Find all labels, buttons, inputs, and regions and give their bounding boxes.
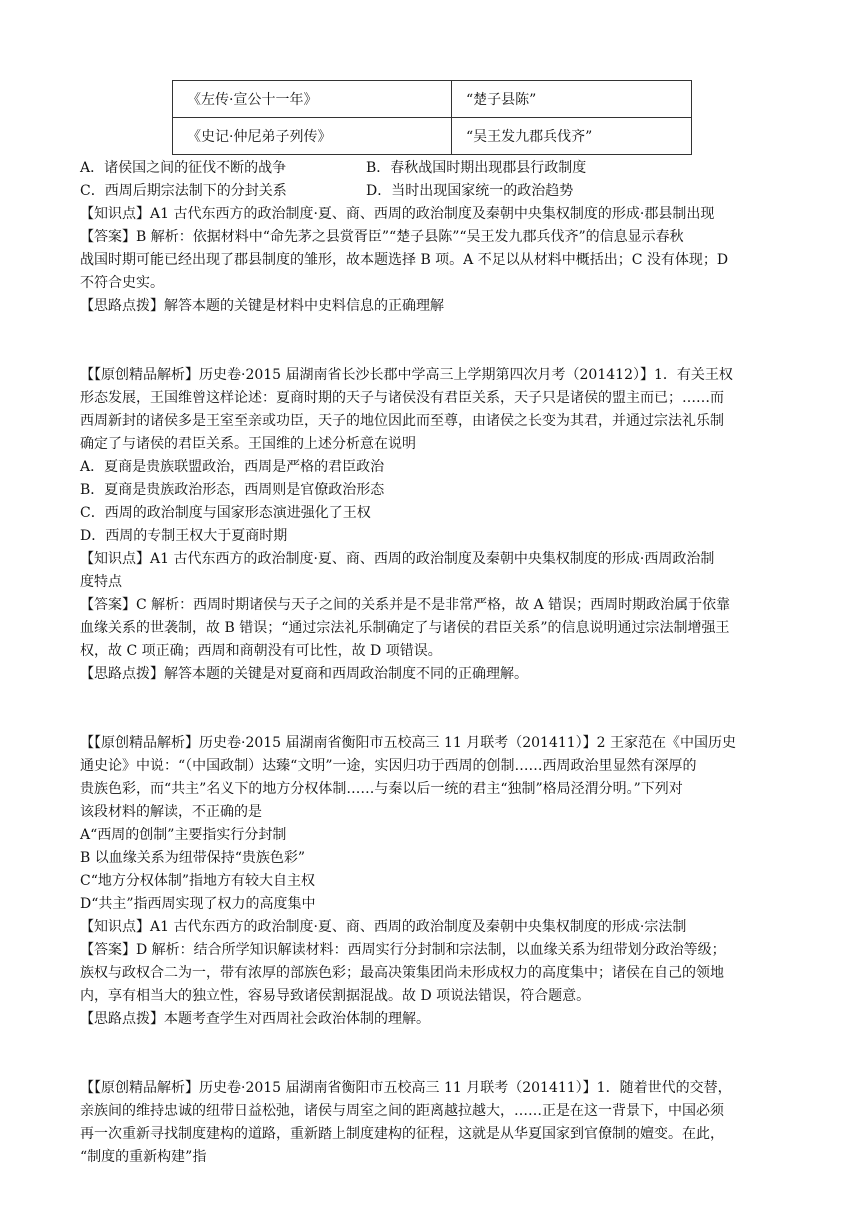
answer-line: 【答案】C 解析：西周时期诸侯与天子之间的关系并是不是非常严格，故 A 错误；西周时期政治属于依靠 bbox=[80, 597, 731, 613]
question-stem: 【【原创精品解析】历史卷·2015 届湖南省长沙长郡中学高三上学期第四次月考（201412）】1．有关王权 bbox=[80, 367, 733, 383]
table-cell: “吴王发九郡兵伐齐” bbox=[452, 118, 692, 155]
answer-line: 战国时期可能已经出现了郡县制度的雏形，故本题选择 B 项。A 不足以从材料中概括出；C 没有体现；D bbox=[80, 252, 729, 268]
table-cell: 《史记·仲尼弟子列传》 bbox=[173, 118, 452, 155]
question-stem: “制度的重新构建”指 bbox=[80, 1149, 207, 1165]
option-a: A．诸侯国之间的征伐不断的战争 bbox=[80, 160, 287, 176]
question-stem: 西周新封的诸侯多是王室至亲或功臣，天子的地位因此而至尊，由诸侯之长变为其君，并通过宗法礼乐制 bbox=[80, 413, 724, 429]
question-stem: 【【原创精品解析】历史卷·2015 届湖南省衡阳市五校高三 11 月联考（201411）】2 王家范在《中国历史 bbox=[80, 735, 737, 751]
answer-line: 【答案】B 解析：依据材料中“命先茅之县赏胥臣”“楚子县陈”“吴王发九郡兵伐齐”的信息显示春秋 bbox=[80, 229, 684, 245]
options-row bbox=[80, 157, 792, 180]
table-cell: “楚子县陈” bbox=[452, 81, 692, 118]
answer-line: 族权与政权合二为一，带有浓厚的部族色彩；最高决策集团尚未形成权力的高度集中；诸侯在自己的领地 bbox=[80, 965, 724, 981]
answer-line: 权，故 C 项正确；西周和商朝没有可比性，故 D 项错误。 bbox=[80, 643, 442, 659]
option-d: D．当时出现国家统一的政治趋势 bbox=[366, 183, 574, 199]
option-c: C．西周后期宗法制下的分封关系 bbox=[80, 183, 287, 199]
document-page bbox=[80, 80, 792, 1169]
question-stem: 形态发展，王国维曾这样论述：夏商时期的天子与诸侯没有君臣关系，天子只是诸侯的盟主而已；……而 bbox=[80, 390, 724, 406]
option-c: C“地方分权体制”指地方有较大自主权 bbox=[80, 873, 316, 889]
thinking-tip: 【思路点拨】本题考查学生对西周社会政治体制的理解。 bbox=[80, 1011, 430, 1027]
knowledge-point: 【知识点】A1 古代东西方的政治制度·夏、商、西周的政治制度及秦朝中央集权制度的形成·西周政治制 bbox=[80, 551, 715, 567]
question-stem: 通史论》中说：“（中国政制）达臻“文明”一途，实因归功于西周的创制……西周政治里显然有深厚的 bbox=[80, 758, 697, 774]
knowledge-point: 【知识点】A1 古代东西方的政治制度·夏、商、西周的政治制度及秦朝中央集权制度的形成·宗法制 bbox=[80, 919, 687, 935]
question-stem: 该段材料的解读，不正确的是 bbox=[80, 804, 262, 820]
thinking-tip: 【思路点拨】解答本题的关键是对夏商和西周政治制度不同的正确理解。 bbox=[80, 666, 528, 682]
option-b: B 以血缘关系为纽带保持“贵族色彩” bbox=[80, 850, 306, 866]
thinking-tip: 【思路点拨】解答本题的关键是材料中史料信息的正确理解 bbox=[80, 298, 444, 314]
answer-line: 【答案】D 解析：结合所学知识解读材料：西周实行分封制和宗法制，以血缘关系为纽带划分政治等级； bbox=[80, 942, 726, 958]
option-c: C．西周的政治制度与国家形态演进强化了王权 bbox=[80, 505, 371, 521]
knowledge-point: 【知识点】A1 古代东西方的政治制度·夏、商、西周的政治制度及秦朝中央集权制度的形成·郡县制出现 bbox=[80, 206, 715, 222]
question-stem: 再一次重新寻找制度建构的道路，重新踏上制度建构的征程，这就是从华夏国家到官僚制的嬗变。在此， bbox=[80, 1126, 724, 1142]
answer-line: 血缘关系的世袭制，故 B 错误；“通过宗法礼乐制确定了与诸侯的君臣关系”的信息说明通过宗法制增强王 bbox=[80, 620, 730, 636]
table-cell: 《左传·宣公十一年》 bbox=[173, 81, 452, 118]
question-stem: 亲族间的维持忠诚的纽带日益松弛，诸侯与周室之间的距离越拉越大，……正是在这一背景下，中国必须 bbox=[80, 1103, 724, 1119]
answer-line: 内，享有相当大的独立性，容易导致诸侯割据混战。故 D 项说法错误，符合题意。 bbox=[80, 988, 591, 1004]
table-row bbox=[173, 118, 692, 155]
question-stem: 【【原创精品解析】历史卷·2015 届湖南省衡阳市五校高三 11 月联考（201411）】1．随着世代的交替， bbox=[80, 1080, 732, 1096]
option-a: A．夏商是贵族联盟政治，西周是严格的君臣政治 bbox=[80, 459, 385, 475]
knowledge-point: 度特点 bbox=[80, 574, 122, 590]
answer-line: 不符合史实。 bbox=[80, 275, 164, 291]
option-b: B．夏商是贵族政治形态，西周则是官僚政治形态 bbox=[80, 482, 385, 498]
question-stem: 贵族色彩，而“共主”名义下的地方分权体制……与秦以后一统的君主“独制”格局泾渭分明。”下列对 bbox=[80, 781, 683, 797]
option-d: D．西周的专制王权大于夏商时期 bbox=[80, 528, 288, 544]
source-table bbox=[172, 80, 692, 155]
table-row bbox=[173, 81, 692, 118]
question-stem: 确定了与诸侯的君臣关系。王国维的上述分析意在说明 bbox=[80, 436, 416, 452]
option-d: D“共主”指西周实现了权力的高度集中 bbox=[80, 896, 316, 912]
option-b: B．春秋战国时期出现郡县行政制度 bbox=[366, 160, 587, 176]
option-a: A“西周的创制”主要指实行分封制 bbox=[80, 827, 287, 843]
options-row bbox=[80, 180, 792, 203]
